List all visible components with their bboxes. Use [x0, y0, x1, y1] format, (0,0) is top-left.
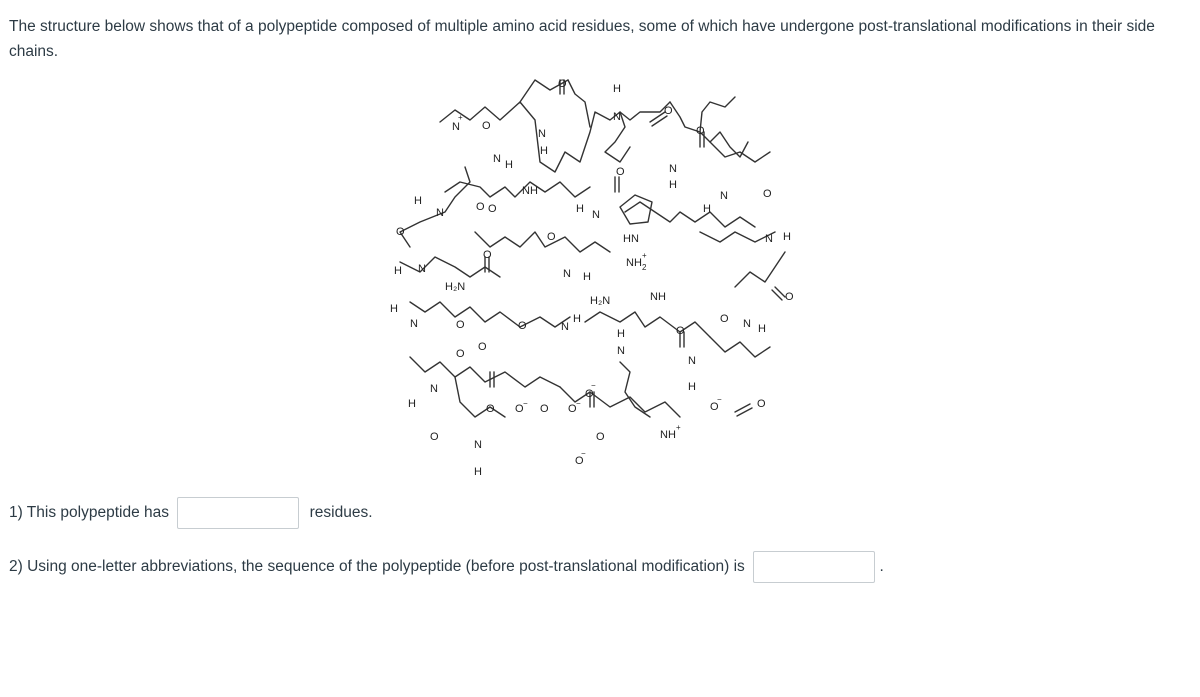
svg-text:O: O — [540, 403, 549, 415]
svg-text:N: N — [765, 233, 773, 245]
question-1-prompt: 1) This polypeptide has — [9, 504, 169, 522]
svg-text:N: N — [538, 128, 546, 140]
svg-text:O: O — [486, 403, 495, 415]
svg-text:N: N — [493, 153, 501, 165]
svg-text:N: N — [561, 321, 569, 333]
svg-text:O: O — [757, 398, 766, 410]
svg-text:O: O — [676, 325, 685, 337]
polypeptide-structure-image — [380, 72, 820, 492]
svg-text:N: N — [430, 383, 438, 395]
svg-text:O: O — [558, 78, 567, 90]
svg-text:O: O — [430, 431, 439, 443]
question-1-suffix: residues. — [309, 504, 373, 522]
svg-text:O: O — [710, 401, 719, 413]
svg-text:O: O — [763, 188, 772, 200]
svg-text:2: 2 — [642, 263, 647, 272]
svg-text:H₂N: H₂N — [445, 281, 466, 293]
svg-text:H: H — [390, 303, 398, 315]
svg-text:H: H — [669, 179, 677, 191]
svg-text:H: H — [583, 271, 591, 283]
svg-text:O: O — [696, 125, 705, 137]
svg-text:N: N — [743, 318, 751, 330]
svg-text:O: O — [664, 105, 673, 117]
svg-text:O: O — [478, 341, 487, 353]
svg-text:N: N — [720, 190, 728, 202]
svg-text:O: O — [720, 313, 729, 325]
svg-text:H: H — [576, 203, 584, 215]
svg-text:+: + — [676, 423, 681, 432]
svg-text:N: N — [436, 207, 444, 219]
svg-text:O: O — [396, 226, 405, 238]
svg-text:H: H — [703, 203, 711, 215]
question-2 — [9, 551, 884, 583]
svg-text:O: O — [482, 120, 491, 132]
svg-text:O: O — [518, 320, 527, 332]
svg-text:NH: NH — [650, 291, 666, 303]
svg-text:H: H — [573, 313, 581, 325]
svg-text:N: N — [418, 263, 426, 275]
svg-text:O: O — [596, 431, 605, 443]
svg-text:H: H — [474, 466, 482, 478]
svg-text:N: N — [474, 439, 482, 451]
svg-text:N: N — [452, 121, 460, 133]
svg-text:O: O — [456, 319, 465, 331]
svg-text:O: O — [616, 166, 625, 178]
svg-text:H: H — [394, 265, 402, 277]
svg-text:HN: HN — [623, 233, 639, 245]
svg-text:N: N — [410, 318, 418, 330]
svg-text:O: O — [483, 249, 492, 261]
svg-text:O: O — [568, 403, 577, 415]
question-1 — [9, 497, 373, 529]
svg-text:O: O — [547, 231, 556, 243]
svg-text:H: H — [783, 231, 791, 243]
svg-text:NH: NH — [522, 185, 538, 197]
question-intro: The structure below shows that of a polypeptide composed of multiple amino acid residues, some of which have undergone post-translational modifications in their side chains. — [9, 18, 1155, 60]
svg-text:H: H — [688, 381, 696, 393]
svg-text:NH: NH — [660, 429, 676, 441]
svg-text:O: O — [785, 291, 794, 303]
svg-text:−: − — [576, 399, 581, 408]
svg-text:N: N — [669, 163, 677, 175]
svg-text:N: N — [613, 111, 621, 123]
svg-text:+: + — [642, 251, 647, 260]
svg-text:N: N — [688, 355, 696, 367]
svg-text:H: H — [617, 328, 625, 340]
svg-text:O: O — [476, 201, 485, 213]
svg-text:−: − — [581, 449, 586, 458]
svg-text:H: H — [505, 159, 513, 171]
svg-text:H: H — [414, 195, 422, 207]
residue-count-input[interactable] — [177, 497, 299, 529]
svg-text:−: − — [591, 381, 596, 390]
svg-text:N: N — [592, 209, 600, 221]
question-2-prompt: 2) Using one-letter abbreviations, the sequence of the polypeptide (before post-translational modification) is — [9, 558, 745, 576]
svg-text:H: H — [613, 83, 621, 95]
svg-text:O: O — [575, 455, 584, 467]
svg-text:H: H — [758, 323, 766, 335]
svg-text:N: N — [617, 345, 625, 357]
question-2-suffix: . — [879, 558, 884, 576]
svg-text:H: H — [540, 145, 548, 157]
svg-text:O: O — [585, 388, 594, 400]
structure-drawing — [380, 72, 820, 487]
svg-text:O: O — [456, 348, 465, 360]
svg-text:−: − — [717, 395, 722, 404]
svg-text:+: + — [458, 113, 463, 122]
svg-text:H: H — [408, 398, 416, 410]
svg-text:N: N — [563, 268, 571, 280]
svg-text:NH: NH — [626, 257, 642, 269]
svg-text:H₂N: H₂N — [590, 295, 611, 307]
svg-text:O: O — [515, 403, 524, 415]
svg-text:−: − — [523, 399, 528, 408]
svg-text:O: O — [488, 203, 497, 215]
sequence-input[interactable] — [753, 551, 875, 583]
